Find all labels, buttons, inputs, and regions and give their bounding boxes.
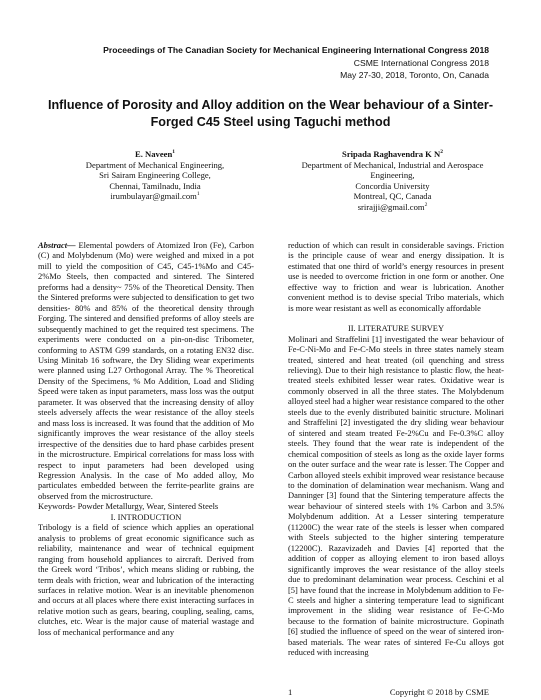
author-affiliation-line: Engineering, [370,170,415,181]
conference-date-line: May 27-30, 2018, Toronto, On, Canada [340,70,489,81]
conference-header [103,44,489,82]
paper-title-line-1: Influence of Porosity and Alloy addition on the Wear behaviour of a Sinter- [47,98,494,112]
right-column [288,240,504,658]
paper-title [40,97,501,131]
author-affiliation-line: Department of Mechanical Engineering, [85,159,225,170]
section-heading-literature-survey: II. LITERATURE SURVEY [347,323,445,334]
author-affiliation-line: Concordia University [355,180,430,191]
left-column [38,240,254,637]
author-affiliation-line: Montreal, QC, Canada [353,191,432,202]
page-number: 1 [288,687,293,697]
author-email: srirajji@gmail.com$^2$ [357,201,428,212]
author-affiliation-line: Chennai, Tamilnadu, India [109,180,201,191]
author-name: Sripada Raghavendra K $N^2$ [342,149,443,159]
author-affiliation-line: Department of Mechanical, Industrial and Aerospace [301,159,484,170]
abstract-label: Abstract— [38,240,76,250]
author-block-2 [280,149,505,213]
author-block-1 [50,149,260,202]
conference-name-line: CSME International Congress 2018 [353,57,489,68]
abstract-text: Elemental powders of Atomized Iron (Fe), Carbon (C) and Molybdenum (Mo) were weighed and mixed in a pot mill to yield the composition of C45, C45-1%Mo and C45-2%Mo Steels, then compacted and sintered. The Sintered preforms had a density~ 75% of the Theoretical Density. Then the Sintered preforms were subjected to densification to get two densities- 80% and 85% of the theoretical density through Forging. The sintered and densified preforms of alloy steels are subsequently machined to get the required test specimens. The experiments were conducted on a pin-on-disc Tribometer, conforming to ASTM G99 standards, on a rotating EN32 disc. Using Minitab 16 software, the Dry Sliding wear experiments were planned using L27 Orthogonal Array. The % Theoretical Density of the Specimens, % Mo Addition, Load and Sliding Speed were taken as input parameters, mass loss was the output parameter. It was observed that the increasing density of alloy steels adversely affects the wear resistance of the alloy steels and mass loss is increased. It was found that the addition of Mo significantly improves the wear resistance of the alloy steels irrespective of the densities due to hard phase carbides present in the microstructure. Empirical correlations for mass loss with respect to input parameters had been developed using Regression Analysis. In the case of Mo added alloy, Mo particulates embedded between the ferrite-pearlite grains are observed from the microstructure. [38,240,254,501]
author-email: irumbulayar@gmail.com$^1$ [110,191,200,202]
paper-title-line-2: Forged C45 Steel using Taguchi method [150,115,391,129]
introduction-text: Tribology is a field of science which applies an operational analysis to problems of great economic significance such as reliability, maintenance and wear of technical equipment ranging from household appliances to aircraft. Derived from the Greek word ‘Tribos’, which means sliding or rubbing, the term deals with friction, wear and lubrication of the interacting surfaces in relative motion. Wear is an inevitable phenomenon and occurs at all places where there exist interacting surfaces in relative motion such as gears, bearing, coupling, sealing, cams, clutches, etc. Wear is the major cause of material wastage and loss of mechanical performance and any [38,522,254,637]
abstract [38,240,254,501]
author-affiliation-line: Sri Sairam Engineering College, [99,170,211,181]
section-heading-introduction: I. INTRODUCTION [110,511,182,522]
copyright-notice: Copyright © 2018 by CSME [389,687,489,697]
literature-survey-text: Molinari and Straffelini [1] investigated the wear behaviour of Fe-C-Ni-Mo and Fe-C-Mo steels in three states namely steam treated, sintered and heat treated (oil quenching and stress relieving). Due to their high resistance to plastic flow, the heat-treated steels exhibited lesser wear rates. Oxidative wear is commonly observed in all the three states. The Molybdenum alloyed steel had a higher wear resistance compared to the other steels due to the evenly distributed bainitic structure. Molinari and Straffelini [2] investigated the dry sliding wear behaviour of sintered and steam treated Fe-2%Cu and Fe-0.3%C alloy steels. They found that the wear rate is independent of the chemical composition of steels as long as the oxide layer forms on the outer surface and the wear rate is lesser. The Copper and Carbon alloyed steels exhibit improved wear resistance because to the domination of delamination wear mechanism. Wang and Danninger [3] found that the Sintering temperature affects the wear behaviour of sintered steels with 1% Carbon and 3.5% Molybdenum addition. At a Lesser sintering temperature (11200C) the wear rate of the steels is lesser when compared with Steels subjected to the higher sintering temperature (12200C). Razavizadeh and Davies [4] reported that the addition of copper as alloying element to iron based alloys significantly improves the wear resistance of the alloy steels due to predominant delamination wear process. Ceschini et al [5] have found that the increase in Molybdenum addition to Fe-C steels and higher a sintering temperature lead to significant improvement in the sliding wear resistance of Fe-C-Mo because to the formation of bainite microstructure. Gopinath [6] studied the influence of speed on the wear of sintered iron-based materials. The wear rates of sintered Fe-Cu alloys got reduced with increasing [288,333,505,658]
conference-proceedings-line: Proceedings of The Canadian Society for Mechanical Engineering International Congress 2018 [103,45,489,55]
introduction-continued-text: reduction of which can result in considerable savings. Friction is the principle cause of wear and energy dissipation. It is estimated that one third of world’s energy resources in present use is needed to overcome friction in one form or another. One effective way to friction and wear is lubrication. Another convenient method is to devise special Tribo materials, which is more wear resistant as well as economically affordable [288,240,504,313]
keywords: Keywords- Powder Metallurgy, Wear, Sintered Steels [38,501,219,512]
author-name: E. Naveen$^1$ [135,149,175,159]
